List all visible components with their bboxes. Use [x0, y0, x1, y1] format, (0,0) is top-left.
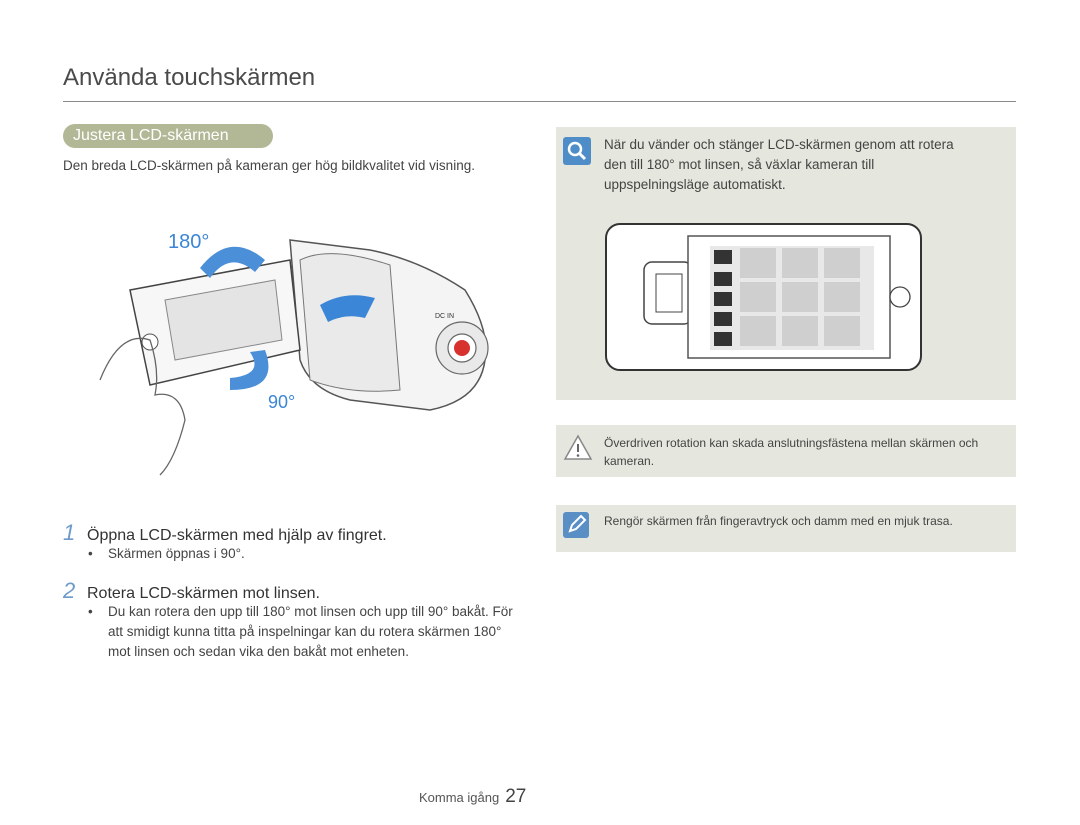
label-90-front: 90° [325, 305, 350, 322]
camcorder-body [290, 240, 488, 410]
svg-text:DC IN: DC IN [435, 313, 455, 320]
step-text: Öppna LCD-skärmen med hjälp av fingret. [87, 527, 387, 544]
magnifier-note-icon [563, 137, 591, 165]
step-number: 1 [63, 520, 76, 545]
camera-rotation-illustration [90, 220, 510, 490]
warning-triangle-icon [563, 434, 593, 461]
label-90-back: 90° [268, 392, 296, 412]
warning-text: Överdriven rotation kan skada anslutningsfästena mellan skärmen och kameran. [604, 436, 979, 468]
step-1-bullet [88, 544, 518, 564]
step-number: 2 [63, 578, 76, 603]
step-2 [63, 578, 320, 604]
playback-screen-illustration [604, 222, 934, 374]
note-text: När du vänder och stänger LCD-skärmen genom att rotera den till 180° mot linsen, så växlar kameran till uppspelningsläge automatiskt. [604, 137, 954, 192]
step-text: Rotera LCD-skärmen mot linsen. [87, 585, 320, 602]
page-title: Använda touchskärmen [63, 64, 316, 91]
section-heading: Justera LCD-skärmen [63, 124, 273, 148]
intro-paragraph: Den breda LCD-skärmen på kameran ger hög bildkvalitet vid visning. [63, 158, 475, 173]
step-2-bullet [88, 602, 518, 662]
step-1 [63, 520, 387, 546]
page-footer [419, 786, 526, 808]
pencil-tip-icon [563, 512, 589, 538]
footer-section: Komma igång [419, 790, 500, 805]
title-divider [63, 101, 1016, 102]
bullet-dot: • [88, 604, 93, 619]
tip-text: Rengör skärmen från fingeravtryck och damm med en mjuk trasa. [604, 514, 953, 528]
label-180: 180° [168, 231, 210, 253]
bullet-dot: • [88, 546, 93, 561]
bullet-text: Du kan rotera den upp till 180° mot linsen och upp till 90° bakåt. För att smidigt kunna titta på inspelningar kan du rotera skärmen 180° mot linsen och sedan vika den bakåt mot enheten. [108, 604, 513, 659]
bullet-text: Skärmen öppnas i 90°. [108, 546, 245, 561]
page-number: 27 [505, 786, 527, 807]
